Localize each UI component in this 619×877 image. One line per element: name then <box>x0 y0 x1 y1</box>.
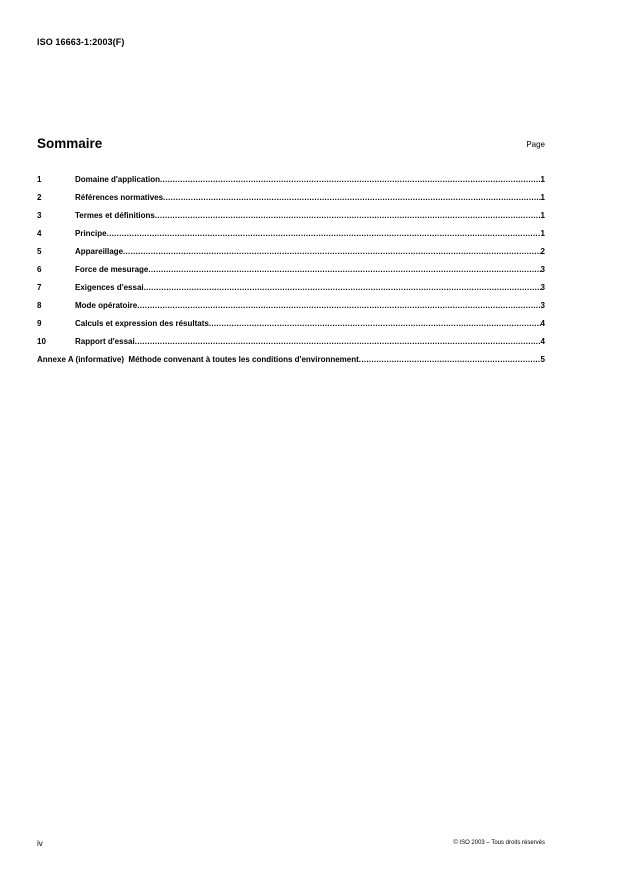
toc-entry[interactable] <box>37 283 545 301</box>
toc-entry-label: Domaine d'application <box>75 175 161 184</box>
toc-entry-label: Références normatives <box>75 193 164 202</box>
toc-title: Sommaire <box>37 136 103 151</box>
toc-leader-dots <box>135 337 541 346</box>
toc-entry-page: 4 <box>540 319 545 328</box>
toc-leader-dots <box>137 301 540 310</box>
toc-entry-page: 4 <box>540 337 545 346</box>
toc-entry[interactable] <box>37 175 545 193</box>
toc-entry-page: 3 <box>540 301 545 310</box>
toc-entry-page: 3 <box>540 283 545 292</box>
toc-entry-label: Exigences d'essai <box>75 283 144 292</box>
toc-entry-label: Calculs et expression des résultats <box>75 319 209 328</box>
toc-leader-dots <box>148 265 540 274</box>
toc-entry-page: 2 <box>540 247 545 256</box>
toc-entry[interactable] <box>37 337 545 355</box>
toc-entry[interactable] <box>37 229 545 247</box>
toc-entry[interactable] <box>37 301 545 319</box>
toc-leader-dots <box>107 229 541 238</box>
toc-leader-dots <box>163 193 541 202</box>
toc-entry-label: Mode opératoire <box>75 301 138 310</box>
toc-entry-label: Termes et définitions <box>75 211 155 220</box>
toc-entry[interactable] <box>37 193 545 211</box>
toc-entry-number: 4 <box>37 229 42 238</box>
toc-leader-dots <box>155 211 541 220</box>
toc-entry-number: 10 <box>37 337 46 346</box>
toc-entry[interactable] <box>37 265 545 283</box>
toc-entry-label: Rapport d'essai <box>75 337 135 346</box>
toc-annex-label: Annexe A (informative) Méthode convenant à toutes les conditions d'environnement <box>37 355 359 364</box>
toc-entry-page: 1 <box>540 193 545 202</box>
toc-entry-page: 1 <box>540 229 545 238</box>
toc-leader-dots <box>160 175 541 184</box>
toc-entry-page: 3 <box>540 265 545 274</box>
document-id-header: ISO 16663-1:2003(F) <box>37 37 125 47</box>
toc-entry-number: 1 <box>37 175 42 184</box>
toc-entry-number: 8 <box>37 301 42 310</box>
toc-annex-page: 5 <box>540 355 545 364</box>
toc-annex-entry[interactable] <box>37 355 545 373</box>
table-of-contents <box>37 175 545 373</box>
toc-entry-number: 6 <box>37 265 42 274</box>
toc-entry-number: 5 <box>37 247 42 256</box>
toc-entry[interactable] <box>37 319 545 337</box>
toc-entry-number: 9 <box>37 319 42 328</box>
toc-leader-dots <box>123 247 541 256</box>
toc-entry-label: Appareillage <box>75 247 124 256</box>
toc-leader-dots <box>359 355 541 364</box>
toc-entry-label: Principe <box>75 229 107 238</box>
toc-entry[interactable] <box>37 247 545 265</box>
toc-entry-number: 2 <box>37 193 42 202</box>
toc-leader-dots <box>209 319 541 328</box>
toc-page-column-label: Page <box>526 140 545 149</box>
toc-entry-number: 3 <box>37 211 42 220</box>
toc-entry-page: 1 <box>540 211 545 220</box>
toc-entry-page: 1 <box>540 175 545 184</box>
copyright-notice: © ISO 2003 – Tous droits réservés <box>453 840 545 846</box>
toc-entry-number: 7 <box>37 283 42 292</box>
toc-leader-dots <box>144 283 541 292</box>
toc-entry[interactable] <box>37 211 545 229</box>
toc-entry-label: Force de mesurage <box>75 265 149 274</box>
page-number: iv <box>37 839 43 848</box>
